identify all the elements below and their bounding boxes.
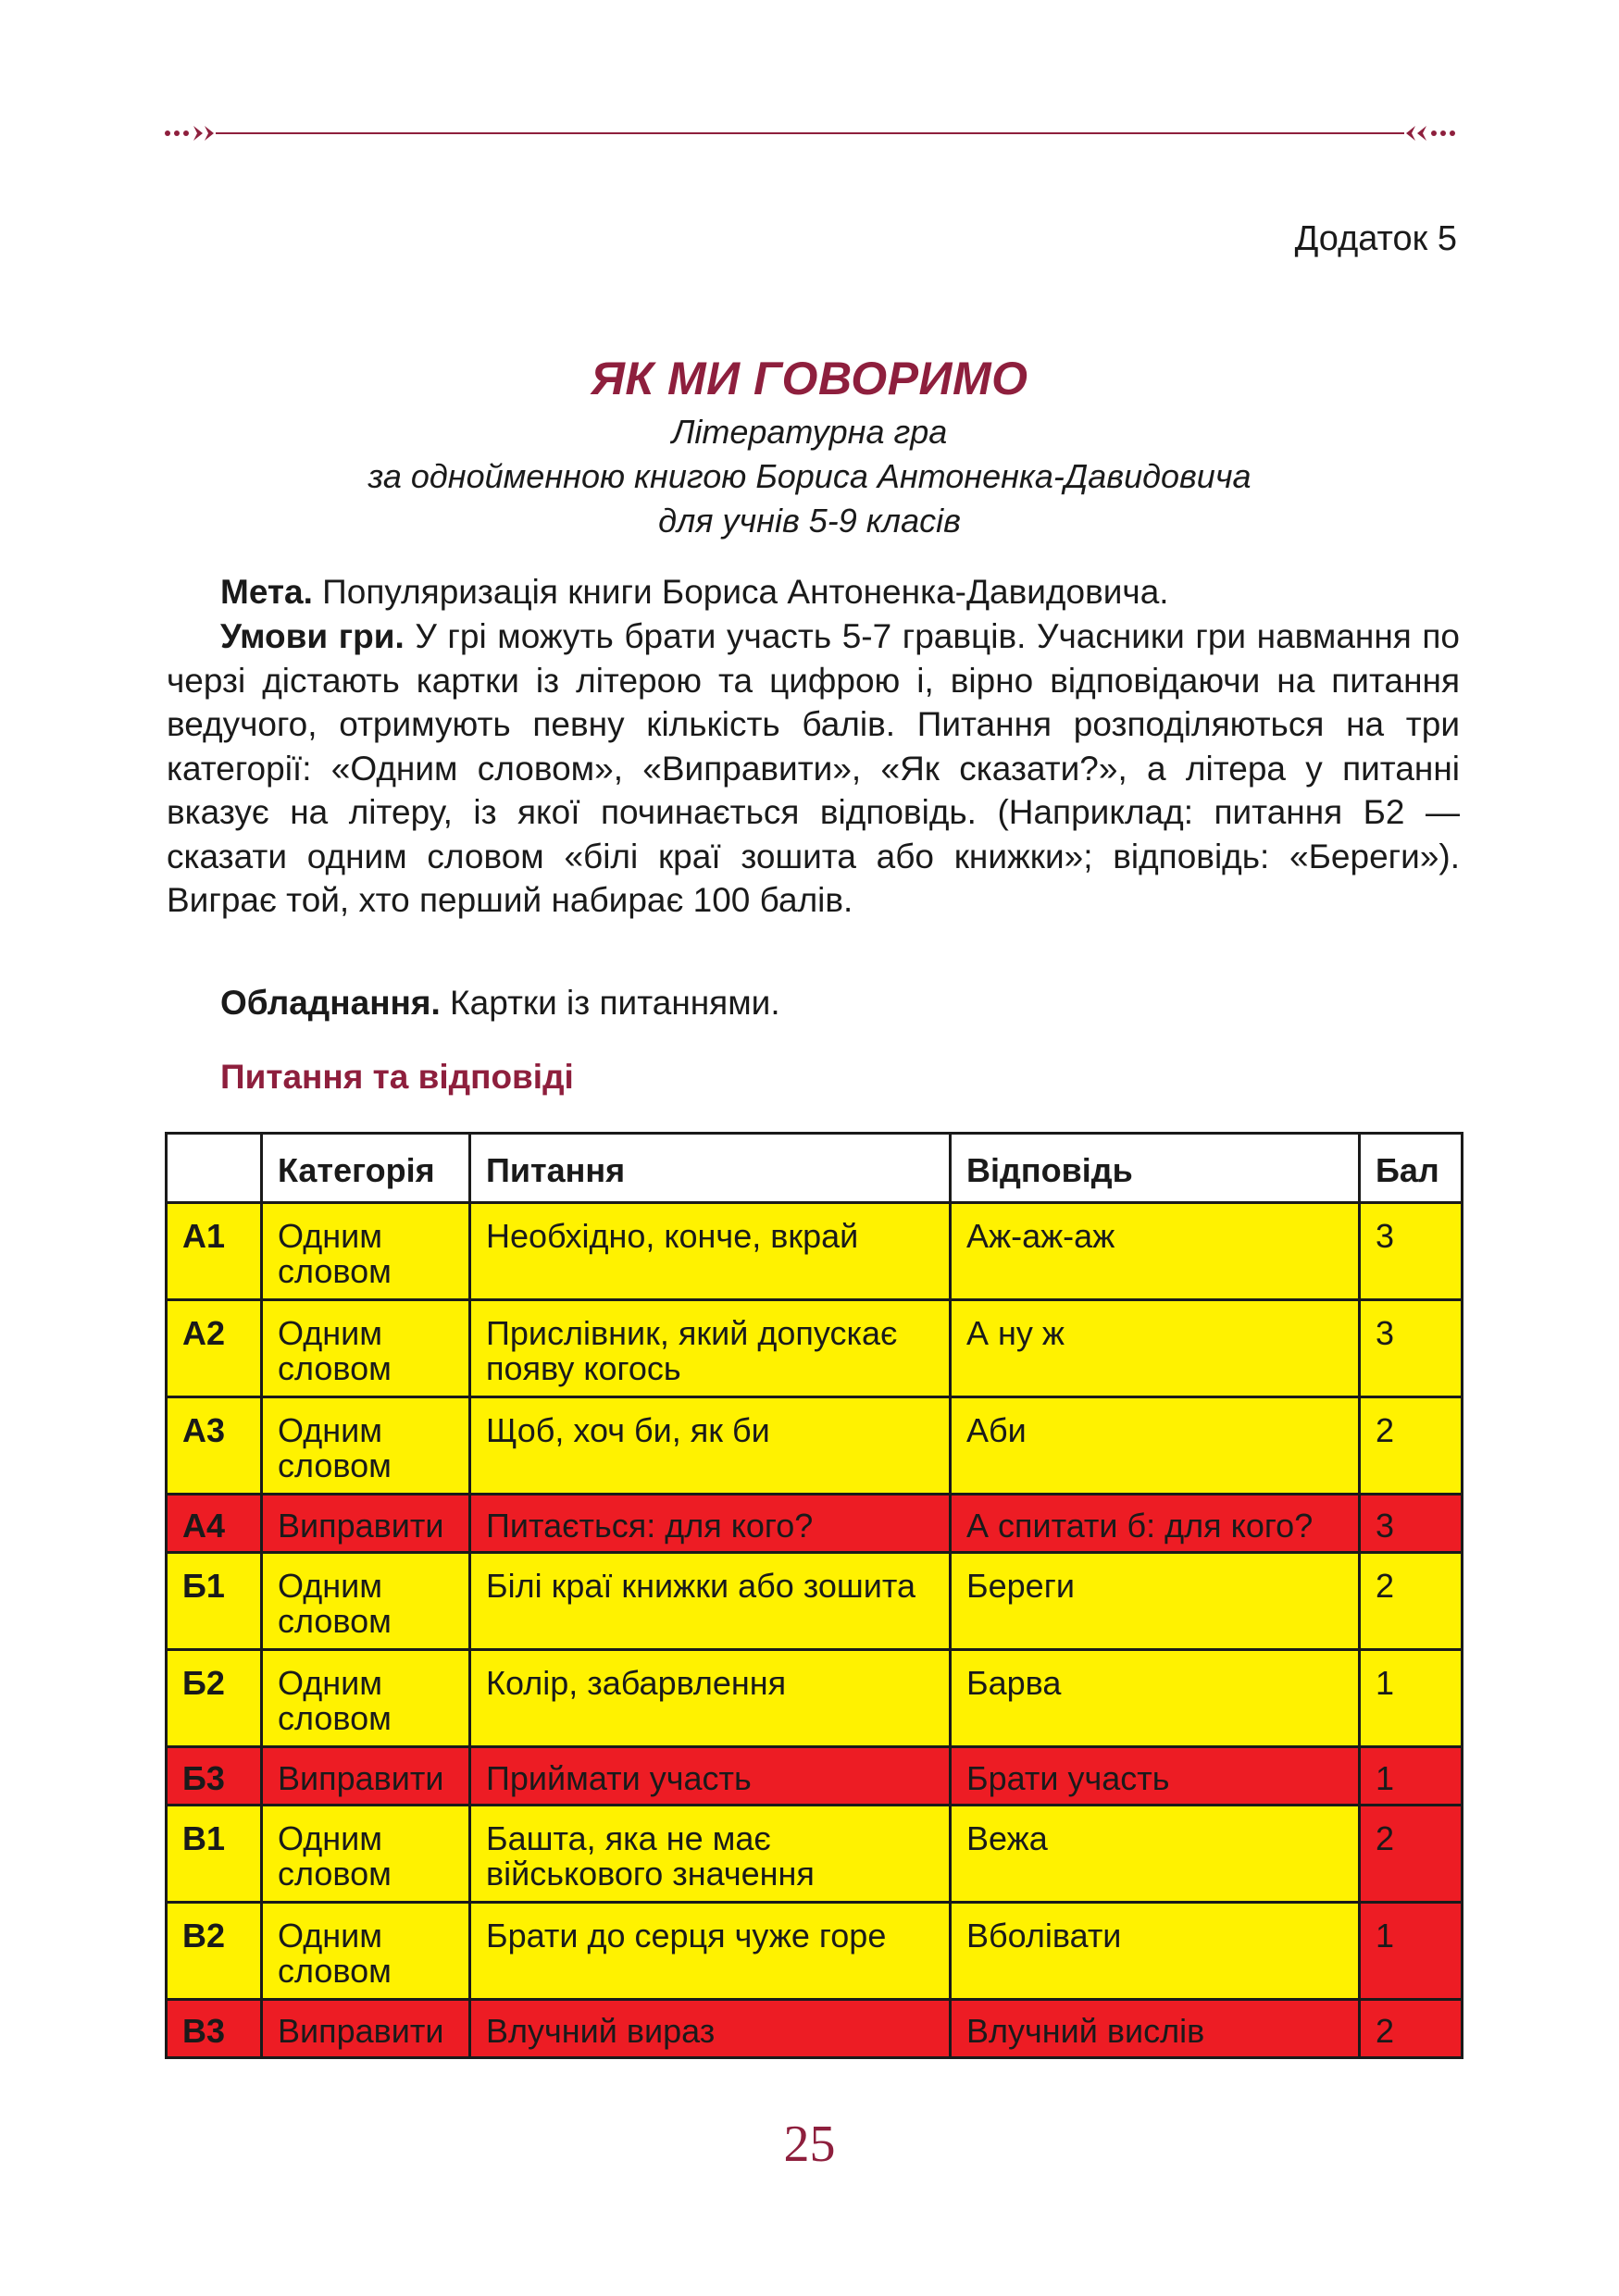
- table-row: [167, 1553, 1463, 1650]
- row-code: В3: [167, 2000, 262, 2058]
- row-question: Білі краї книжки або зошита: [470, 1553, 951, 1650]
- table-row: [167, 1495, 1463, 1553]
- row-category: Одним словом: [262, 1553, 470, 1650]
- row-points: 3: [1360, 1300, 1463, 1397]
- row-code: А1: [167, 1203, 262, 1300]
- table-row: [167, 1203, 1463, 1300]
- row-code: Б1: [167, 1553, 262, 1650]
- table-row: [167, 1747, 1463, 1806]
- row-question: Брати до серця чуже горе: [470, 1903, 951, 2000]
- row-question: Башта, яка не має військового значення: [470, 1806, 951, 1903]
- row-question: Щоб, хоч би, як би: [470, 1397, 951, 1495]
- rules-paragraph: [167, 614, 1460, 923]
- row-answer: Вболівати: [951, 1903, 1360, 2000]
- row-question: Влучний вираз: [470, 2000, 951, 2058]
- row-points: 2: [1360, 1553, 1463, 1650]
- row-answer: Брати участь: [951, 1747, 1360, 1806]
- row-category: Одним словом: [262, 1806, 470, 1903]
- row-code: А2: [167, 1300, 262, 1397]
- row-question: Приймати участь: [470, 1747, 951, 1806]
- row-code: А4: [167, 1495, 262, 1553]
- row-answer: Вежа: [951, 1806, 1360, 1903]
- row-points: 2: [1360, 1397, 1463, 1495]
- rules-text: У грі можуть брати участь 5-7 гравців. Учасники гри навмання по черзі дістають картки із літерою та цифрою і, вірно відповідаючи на питання ведучого, отримують певну кількість балів. Питання розподіляються на три категорії: «Одним словом», «Виправити», «Як сказати?», а літера у питанні вказує на літеру, із якої починається відповідь. (Наприклад: питання Б2 — сказати одним словом «білі краї зошита або книжки»; відповідь: «Береги»). Виграє той, хто перший набирає 100 балів.: [167, 617, 1461, 919]
- table-row: [167, 1650, 1463, 1747]
- header-code: [167, 1134, 262, 1203]
- row-answer: Барва: [951, 1650, 1360, 1747]
- subtitle-line: Літературна гра: [671, 413, 948, 451]
- row-category: Одним словом: [262, 1300, 470, 1397]
- row-category: Виправити: [262, 2000, 470, 2058]
- table-body: [167, 1203, 1463, 2058]
- row-question: Необхідно, конче, вкрай: [470, 1203, 951, 1300]
- subtitle-line: за однойменною книгою Бориса Антоненка-Давидовича: [367, 457, 1252, 495]
- row-question: Колір, забарвлення: [470, 1650, 951, 1747]
- row-answer: А ну ж: [951, 1300, 1360, 1397]
- row-code: Б2: [167, 1650, 262, 1747]
- row-code: В1: [167, 1806, 262, 1903]
- row-question: Питається: для кого?: [470, 1495, 951, 1553]
- row-answer: Аж-аж-аж: [951, 1203, 1360, 1300]
- header-points: Бал: [1360, 1134, 1463, 1203]
- row-answer: А спитати б: для кого?: [951, 1495, 1360, 1553]
- table-row: [167, 2000, 1463, 2058]
- row-category: Виправити: [262, 1747, 470, 1806]
- rules-label: Умови гри.: [220, 617, 405, 655]
- goal-paragraph: [167, 570, 1460, 614]
- page-number: 25: [783, 2116, 836, 2173]
- row-points: 1: [1360, 1903, 1463, 2000]
- table-row: [167, 1397, 1463, 1495]
- appendix-label: Додаток 5: [1294, 219, 1457, 258]
- questions-table: [165, 1132, 1463, 2059]
- section-heading: Питання та відповіді: [220, 1058, 574, 1096]
- table-header-row: [167, 1134, 1463, 1203]
- game-title: ЯК МИ ГОВОРИМО: [591, 353, 1028, 404]
- row-category: Одним словом: [262, 1903, 470, 2000]
- row-category: Виправити: [262, 1495, 470, 1553]
- row-code: Б3: [167, 1747, 262, 1806]
- row-category: Одним словом: [262, 1650, 470, 1747]
- row-points: 2: [1360, 2000, 1463, 2058]
- equipment-text: Картки із питаннями.: [440, 984, 780, 1022]
- table-row: [167, 1300, 1463, 1397]
- row-points: 3: [1360, 1495, 1463, 1553]
- header-question: Питання: [470, 1134, 951, 1203]
- row-answer: Береги: [951, 1553, 1360, 1650]
- row-category: Одним словом: [262, 1203, 470, 1300]
- row-answer: Аби: [951, 1397, 1360, 1495]
- header-ornament: [162, 115, 1458, 152]
- row-question: Прислівник, який допускає появу когось: [470, 1300, 951, 1397]
- row-category: Одним словом: [262, 1397, 470, 1495]
- row-points: 3: [1360, 1203, 1463, 1300]
- row-points: 1: [1360, 1747, 1463, 1806]
- row-code: А3: [167, 1397, 262, 1495]
- row-points: 2: [1360, 1806, 1463, 1903]
- row-code: В2: [167, 1903, 262, 2000]
- header-category: Категорія: [262, 1134, 470, 1203]
- equipment-paragraph: [167, 981, 1460, 1025]
- equipment-label: Обладнання.: [220, 984, 441, 1022]
- table-row: [167, 1806, 1463, 1903]
- row-points: 1: [1360, 1650, 1463, 1747]
- goal-label: Мета.: [220, 573, 313, 611]
- header-answer: Відповідь: [951, 1134, 1360, 1203]
- subtitle-line: для учнів 5-9 класів: [658, 502, 961, 540]
- table-row: [167, 1903, 1463, 2000]
- goal-text: Популяризація книги Бориса Антоненка-Давидовича.: [312, 573, 1169, 611]
- row-answer: Влучний вислів: [951, 2000, 1360, 2058]
